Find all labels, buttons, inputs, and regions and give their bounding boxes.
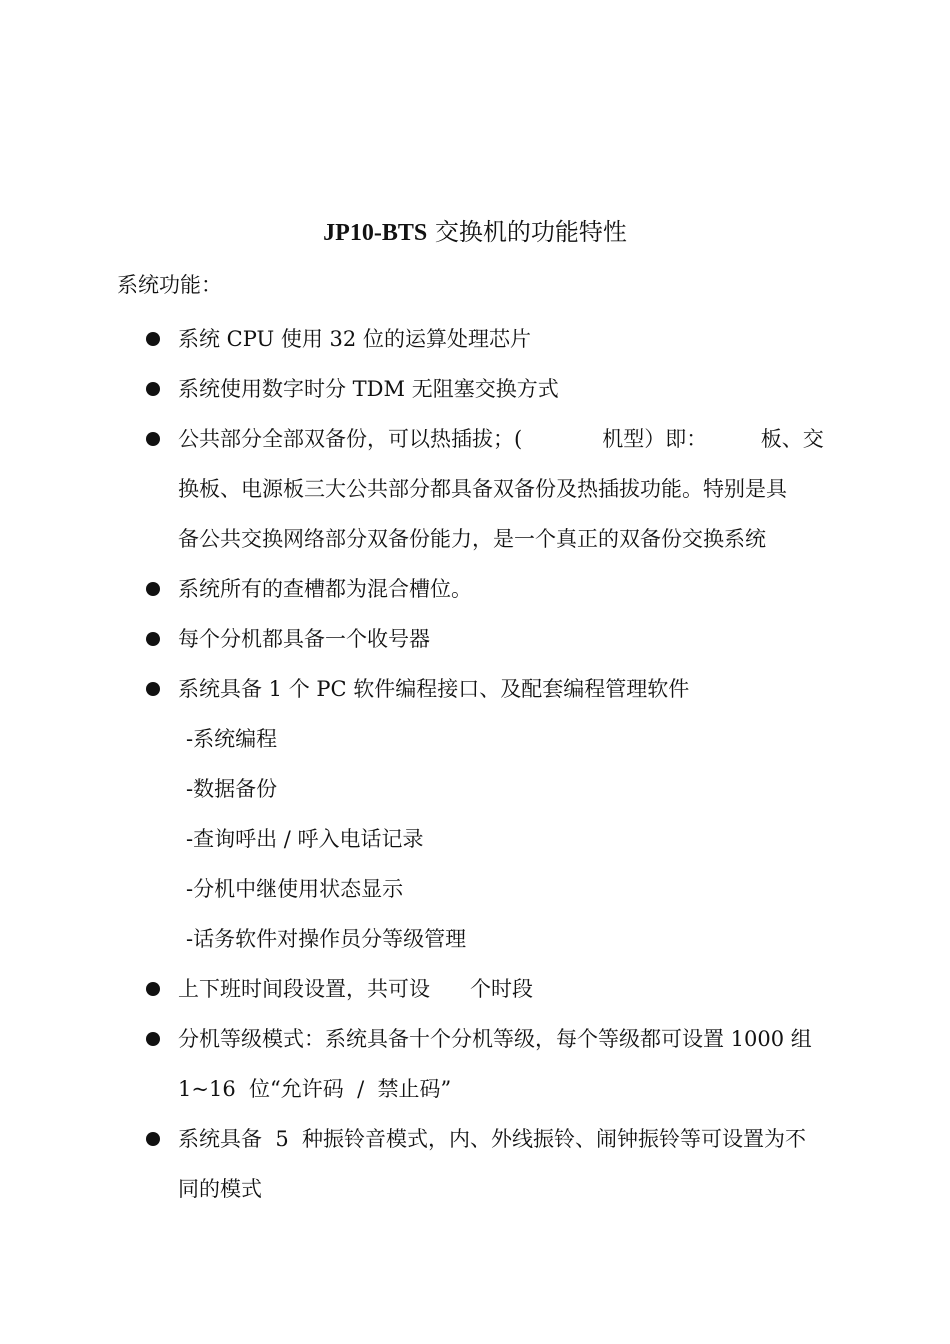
- sub-list-item: -分机中继使用状态显示: [186, 877, 404, 901]
- bullet-icon: [146, 582, 160, 596]
- sub-list-item: -数据备份: [186, 777, 278, 801]
- sub-list-container: [0, 714, 950, 964]
- sub-list-item: -话务软件对操作员分等级管理: [186, 927, 467, 951]
- sub-list-item: -系统编程: [186, 727, 278, 751]
- sub-list: [0, 714, 950, 964]
- title-model: JP10-BTS: [323, 220, 428, 246]
- list-item: 公共部分全部双备份，可以热插拔；( 机型）即： 板、交 换板、电源板三大公共部分都具备双备份及热插拔功能。特别是具 备公共交换网络部分双备份能力，是一个真正的双备份交换系统: [0, 414, 950, 564]
- list-item: 系统具备 1 个 PC 软件编程接口、及配套编程管理软件: [0, 664, 950, 714]
- bullet-icon: [146, 632, 160, 646]
- section-heading: 系统功能：: [117, 273, 222, 297]
- list-item: 每个分机都具备一个收号器: [0, 614, 950, 664]
- list-item: 系统使用数字时分 TDM 无阻塞交换方式: [0, 364, 950, 414]
- bullet-icon: [146, 382, 160, 396]
- bullet-icon: [146, 982, 160, 996]
- title-text: 交换机的功能特性: [427, 218, 627, 246]
- bullet-icon: [146, 432, 160, 446]
- list-item: 上下班时间段设置，共可设 个时段: [0, 964, 950, 1014]
- bullet-icon: [146, 682, 160, 696]
- list-item: 分机等级模式：系统具备十个分机等级，每个等级都可设置 1000 组 1~16 位“允许码 / 禁止码”: [0, 1014, 950, 1114]
- list-item: 系统所有的查槽都为混合槽位。: [0, 564, 950, 614]
- bullet-icon: [146, 1032, 160, 1046]
- list-item: 系统 CPU 使用 32 位的运算处理芯片: [0, 314, 950, 364]
- feature-list: [0, 314, 950, 1214]
- document-title: [0, 214, 950, 251]
- list-item: 系统具备 5 种振铃音模式，内、外线振铃、闹钟振铃等可设置为不 同的模式: [0, 1114, 950, 1214]
- bullet-icon: [146, 1132, 160, 1146]
- bullet-icon: [146, 332, 160, 346]
- sub-list-item: -查询呼出 / 呼入电话记录: [186, 827, 424, 851]
